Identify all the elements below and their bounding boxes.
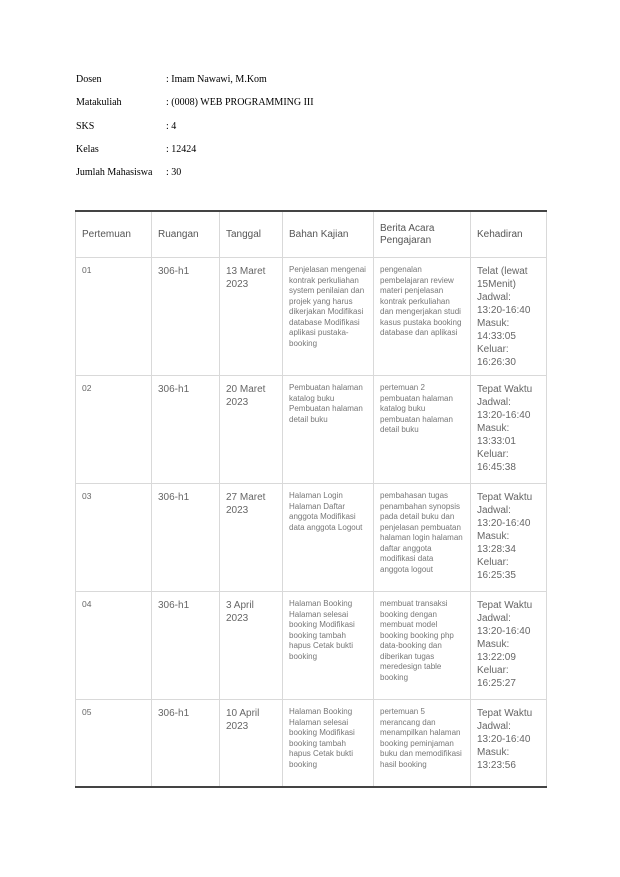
info-value: : Imam Nawawi, M.Kom [166, 74, 267, 85]
info-label: Kelas [76, 143, 99, 155]
cell-pertemuan: 03 [76, 484, 152, 592]
attendance-table [75, 210, 547, 788]
cell-kehadiran [471, 258, 547, 376]
cell-tanggal: 10 April 2023 [220, 700, 283, 787]
header-pertemuan: Pertemuan [76, 211, 152, 258]
cell-kehadiran [471, 592, 547, 700]
cell-tanggal: 20 Maret 2023 [220, 376, 283, 484]
course-info [76, 74, 314, 190]
kehadiran-jadwal-value: 13:20-16:40 [477, 518, 531, 529]
info-value: : 12424 [166, 143, 197, 155]
cell-kehadiran [471, 700, 547, 787]
kehadiran-keluar-label: Keluar: [477, 665, 509, 676]
kehadiran-masuk-label: Masuk: [477, 318, 510, 329]
info-row-sks [76, 121, 314, 144]
cell-ruangan: 306-h1 [152, 700, 220, 787]
kehadiran-keluar-label: Keluar: [477, 557, 509, 568]
kehadiran-keluar-label: Keluar: [477, 344, 509, 355]
kehadiran-jadwal-label: Jadwal: [477, 505, 511, 516]
cell-kehadiran [471, 484, 547, 592]
cell-pertemuan: 05 [76, 700, 152, 787]
kehadiran-jadwal-value: 13:20-16:40 [477, 410, 531, 421]
kehadiran-status: Tepat Waktu [477, 708, 533, 719]
cell-tanggal: 3 April 2023 [220, 592, 283, 700]
kehadiran-keluar-value: 16:25:27 [477, 678, 516, 689]
cell-berita-acara: pengenalan pembelajaran review materi penjelasan kontrak perkuliahan dan mengerjakan studi kasus pustaka booking database dan aplikasi [374, 258, 471, 376]
kehadiran-jadwal-label: Jadwal: [477, 721, 511, 732]
info-label: Jumlah Mahasiswa [76, 167, 153, 179]
cell-berita-acara: pembahasan tugas penambahan synopsis pada detail buku dan penjelasan pembuatan halaman login halaman daftar anggota modifikasi data anggota logout [374, 484, 471, 592]
cell-bahan-kajian: Halaman Booking Halaman selesai booking Modifikasi booking tambah hapus Cetak bukti booking [283, 700, 374, 787]
kehadiran-masuk-label: Masuk: [477, 531, 510, 542]
cell-tanggal: 13 Maret 2023 [220, 258, 283, 376]
attendance-table-container [75, 210, 546, 788]
kehadiran-jadwal-label: Jadwal: [477, 397, 511, 408]
info-value: : 4 [166, 120, 177, 132]
table-header-row [76, 211, 547, 258]
cell-pertemuan: 02 [76, 376, 152, 484]
cell-ruangan: 306-h1 [152, 592, 220, 700]
header-bahan-kajian: Bahan Kajian [283, 211, 374, 258]
kehadiran-masuk-value: 13:33:01 [477, 436, 516, 447]
info-row-dosen [76, 74, 314, 97]
cell-bahan-kajian: Halaman Login Halaman Daftar anggota Modifikasi data anggota Logout [283, 484, 374, 592]
cell-berita-acara: pertemuan 2 pembuatan halaman katalog buku pembuatan halaman detail buku [374, 376, 471, 484]
cell-pertemuan: 04 [76, 592, 152, 700]
kehadiran-status: Tepat Waktu [477, 600, 533, 611]
kehadiran-masuk-value: 13:23:56 [477, 760, 516, 771]
cell-pertemuan: 01 [76, 258, 152, 376]
table-row [76, 592, 547, 700]
header-berita-acara: Berita Acara Pengajaran [374, 211, 471, 258]
header-kehadiran: Kehadiran [471, 211, 547, 258]
info-row-jumlah-mahasiswa [76, 167, 314, 190]
cell-kehadiran [471, 376, 547, 484]
table-row [76, 700, 547, 787]
cell-ruangan: 306-h1 [152, 376, 220, 484]
cell-tanggal: 27 Maret 2023 [220, 484, 283, 592]
table-row [76, 484, 547, 592]
kehadiran-status: Tepat Waktu [477, 492, 533, 503]
kehadiran-masuk-label: Masuk: [477, 423, 510, 434]
kehadiran-keluar-value: 16:25:35 [477, 570, 516, 581]
header-ruangan: Ruangan [152, 211, 220, 258]
cell-bahan-kajian: Pembuatan halaman katalog buku Pembuatan halaman detail buku [283, 376, 374, 484]
header-tanggal: Tanggal [220, 211, 283, 258]
kehadiran-keluar-value: 16:26:30 [477, 357, 516, 368]
cell-bahan-kajian: Halaman Booking Halaman selesai booking Modifikasi booking tambah hapus Cetak bukti booking [283, 592, 374, 700]
kehadiran-keluar-value: 16:45:38 [477, 462, 516, 473]
kehadiran-jadwal-label: Jadwal: [477, 613, 511, 624]
info-label: SKS [76, 120, 95, 132]
cell-berita-acara: membuat transaksi booking dengan membuat model booking booking php data-booking dan diberikan tugas meredesign table booking [374, 592, 471, 700]
info-label: Matakuliah [76, 97, 122, 109]
cell-ruangan: 306-h1 [152, 258, 220, 376]
kehadiran-masuk-label: Masuk: [477, 747, 510, 758]
info-row-kelas [76, 144, 314, 167]
cell-bahan-kajian: Penjelasan mengenai kontrak perkuliahan system penilaian dan projek yang harus dikerjakan Modifikasi database Modifikasi aplikasi pustaka-booking [283, 258, 374, 376]
kehadiran-masuk-value: 13:28:34 [477, 544, 516, 555]
kehadiran-masuk-value: 13:22:09 [477, 652, 516, 663]
info-value: : (0008) WEB PROGRAMMING III [166, 97, 314, 109]
table-row [76, 376, 547, 484]
kehadiran-jadwal-value: 13:20-16:40 [477, 626, 531, 637]
kehadiran-masuk-value: 14:33:05 [477, 331, 516, 342]
kehadiran-jadwal-value: 13:20-16:40 [477, 734, 531, 745]
info-label: Dosen [76, 74, 102, 85]
kehadiran-status: Tepat Waktu [477, 384, 533, 395]
cell-berita-acara: pertemuan 5 merancang dan menampilkan halaman booking peminjaman buku dan memodifikasi hasil booking [374, 700, 471, 787]
kehadiran-keluar-label: Keluar: [477, 449, 509, 460]
table-row [76, 258, 547, 376]
info-row-matakuliah [76, 97, 314, 120]
kehadiran-jadwal-label: Jadwal: [477, 292, 511, 303]
info-value: : 30 [166, 167, 182, 179]
kehadiran-masuk-label: Masuk: [477, 639, 510, 650]
kehadiran-jadwal-value: 13:20-16:40 [477, 305, 531, 316]
cell-ruangan: 306-h1 [152, 484, 220, 592]
kehadiran-status: Telat (lewat 15Menit) [477, 266, 528, 290]
